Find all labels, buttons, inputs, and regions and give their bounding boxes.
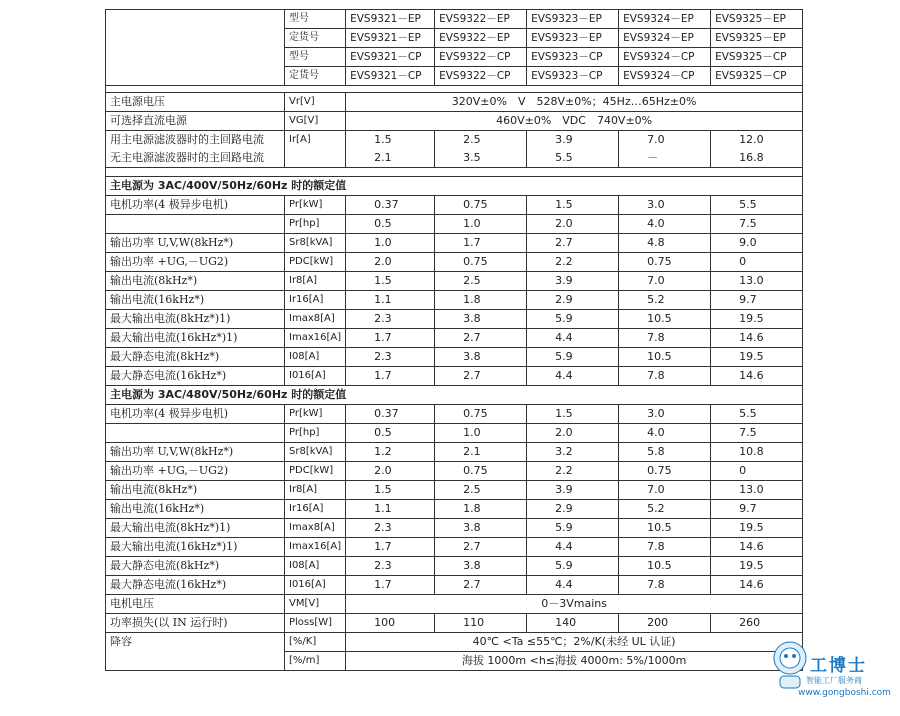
data-row bbox=[106, 253, 803, 272]
data-row bbox=[106, 348, 803, 367]
value-cell: － bbox=[619, 149, 711, 168]
row-label: 最大静态电流(16kHz*) bbox=[106, 576, 285, 595]
value-cell: 5.2 bbox=[619, 500, 711, 519]
value-cell: 1.8 bbox=[435, 291, 527, 310]
value-cell: 5.8 bbox=[619, 443, 711, 462]
value-cell: 4.0 bbox=[619, 424, 711, 443]
symbol-cell: [%/K] bbox=[285, 633, 346, 652]
value-cell: 14.6 bbox=[711, 538, 803, 557]
mains-row bbox=[106, 112, 803, 131]
mains-current-label: 用主电源滤波器时的主回路电流 bbox=[106, 131, 285, 150]
model-number-cell: EVS9323－EP bbox=[527, 29, 619, 48]
mains-voltage-label: 主电源电压 bbox=[106, 93, 285, 112]
symbol-cell: Pr[kW] bbox=[285, 405, 346, 424]
symbol-cell: Vr[V] bbox=[285, 93, 346, 112]
value-cell: 7.0 bbox=[619, 131, 711, 150]
model-number-cell: EVS9323－EP bbox=[527, 10, 619, 29]
value-cell: 7.0 bbox=[619, 481, 711, 500]
row-label: 最大输出电流(16kHz*)1) bbox=[106, 538, 285, 557]
data-row bbox=[106, 215, 803, 234]
model-number-cell: EVS9321－CP bbox=[346, 67, 435, 86]
watermark-tagline: 智能工厂服务商 bbox=[806, 676, 862, 685]
value-cell: 0.75 bbox=[619, 253, 711, 272]
model-number-cell: EVS9323－CP bbox=[527, 67, 619, 86]
value-cell: 0.37 bbox=[346, 405, 435, 424]
value-cell: 19.5 bbox=[711, 310, 803, 329]
value-cell: 2.3 bbox=[346, 557, 435, 576]
header-row bbox=[106, 10, 803, 29]
value-cell: 1.5 bbox=[527, 196, 619, 215]
header-label: 型号 bbox=[285, 10, 346, 29]
symbol-cell: Imax8[A] bbox=[285, 310, 346, 329]
value-cell: 0.5 bbox=[346, 215, 435, 234]
value-cell: 260 bbox=[711, 614, 803, 633]
data-row bbox=[106, 367, 803, 386]
derating-label: 降容 bbox=[106, 633, 285, 671]
value-cell: 5.9 bbox=[527, 310, 619, 329]
row-label: 最大输出电流(8kHz*)1) bbox=[106, 519, 285, 538]
row-label bbox=[106, 215, 285, 234]
value-cell: 9.0 bbox=[711, 234, 803, 253]
data-row bbox=[106, 329, 803, 348]
row-label: 电机功率(4 极异步电机) bbox=[106, 405, 285, 424]
value-cell: 12.0 bbox=[711, 131, 803, 150]
value-cell: 7.8 bbox=[619, 576, 711, 595]
data-row bbox=[106, 519, 803, 538]
value-cell: 3.5 bbox=[435, 149, 527, 168]
row-label: 最大输出电流(16kHz*)1) bbox=[106, 329, 285, 348]
symbol-cell: VG[V] bbox=[285, 112, 346, 131]
model-number-cell: EVS9325－CP bbox=[711, 48, 803, 67]
data-row bbox=[106, 234, 803, 253]
value-cell: 13.0 bbox=[711, 481, 803, 500]
value-cell: 2.5 bbox=[435, 481, 527, 500]
mains-row bbox=[106, 93, 803, 112]
value-cell: 4.4 bbox=[527, 538, 619, 557]
data-row bbox=[106, 538, 803, 557]
value-cell: 2.0 bbox=[527, 424, 619, 443]
value-cell: 0.75 bbox=[435, 253, 527, 272]
row-label: 输出功率 U,V,W(8kHz*) bbox=[106, 234, 285, 253]
symbol-cell: I016[A] bbox=[285, 367, 346, 386]
value-cell: 0.75 bbox=[435, 405, 527, 424]
value-cell: 5.5 bbox=[527, 149, 619, 168]
value-cell: 13.0 bbox=[711, 272, 803, 291]
symbol-cell: Ploss[W] bbox=[285, 614, 346, 633]
spacer-row bbox=[106, 168, 803, 177]
value-cell: 0 bbox=[711, 253, 803, 272]
value-cell: 19.5 bbox=[711, 519, 803, 538]
value-cell: 7.8 bbox=[619, 329, 711, 348]
derating-value: 海拔 1000m <h≤海拔 4000m: 5%/1000m bbox=[346, 652, 803, 671]
value-cell: 2.7 bbox=[435, 538, 527, 557]
section-title-row bbox=[106, 386, 803, 405]
derating-value: 40℃ <Ta ≤55℃；2%/K(未经 UL 认证) bbox=[346, 633, 803, 652]
value-cell: 14.6 bbox=[711, 367, 803, 386]
model-number-cell: EVS9322－CP bbox=[435, 67, 527, 86]
data-row bbox=[106, 500, 803, 519]
value-cell: 7.8 bbox=[619, 367, 711, 386]
row-label: 最大静态电流(16kHz*) bbox=[106, 367, 285, 386]
symbol-cell: Ir8[A] bbox=[285, 481, 346, 500]
power-loss-row bbox=[106, 614, 803, 633]
symbol-cell: Imax16[A] bbox=[285, 329, 346, 348]
value-cell: 0.75 bbox=[435, 462, 527, 481]
value-cell: 14.6 bbox=[711, 576, 803, 595]
spacer-row bbox=[106, 86, 803, 93]
symbol-cell: Ir8[A] bbox=[285, 272, 346, 291]
mains-current-label: 无主电源滤波器时的主回路电流 bbox=[106, 149, 285, 168]
data-row bbox=[106, 576, 803, 595]
row-label: 输出功率 +UG,－UG2) bbox=[106, 462, 285, 481]
dc-supply-label: 可选择直流电源 bbox=[106, 112, 285, 131]
value-cell: 1.5 bbox=[346, 272, 435, 291]
model-number-cell: EVS9321－CP bbox=[346, 48, 435, 67]
model-number-cell: EVS9324－CP bbox=[619, 48, 711, 67]
row-label: 输出电流(8kHz*) bbox=[106, 272, 285, 291]
value-cell: 110 bbox=[435, 614, 527, 633]
value-cell: 2.5 bbox=[435, 272, 527, 291]
symbol-cell: Sr8[kVA] bbox=[285, 443, 346, 462]
value-cell: 2.1 bbox=[346, 149, 435, 168]
value-cell: 200 bbox=[619, 614, 711, 633]
data-row bbox=[106, 310, 803, 329]
value-cell: 2.3 bbox=[346, 519, 435, 538]
data-row bbox=[106, 462, 803, 481]
value-cell: 7.0 bbox=[619, 272, 711, 291]
row-label: 输出电流(16kHz*) bbox=[106, 291, 285, 310]
model-number-cell: EVS9324－EP bbox=[619, 29, 711, 48]
value-cell: 3.9 bbox=[527, 131, 619, 150]
data-row bbox=[106, 443, 803, 462]
header-label: 定货号 bbox=[285, 67, 346, 86]
header-label: 定货号 bbox=[285, 29, 346, 48]
value-cell: 7.8 bbox=[619, 538, 711, 557]
symbol-cell: Imax16[A] bbox=[285, 538, 346, 557]
watermark-url: www.gongboshi.com bbox=[798, 688, 891, 698]
section-480v-title: 主电源为 3AC/480V/50Hz/60Hz 时的额定值 bbox=[106, 386, 803, 405]
value-cell: 1.7 bbox=[435, 234, 527, 253]
value-cell: 1.0 bbox=[346, 234, 435, 253]
value-cell: 9.7 bbox=[711, 500, 803, 519]
symbol-cell: Ir16[A] bbox=[285, 291, 346, 310]
section-400v-title: 主电源为 3AC/400V/50Hz/60Hz 时的额定值 bbox=[106, 177, 803, 196]
value-cell: 3.8 bbox=[435, 310, 527, 329]
value-cell: 2.3 bbox=[346, 310, 435, 329]
symbol-cell: [%/m] bbox=[285, 652, 346, 671]
value-cell: 0.75 bbox=[619, 462, 711, 481]
value-cell: 1.5 bbox=[346, 131, 435, 150]
value-cell: 2.7 bbox=[527, 234, 619, 253]
value-cell: 3.0 bbox=[619, 405, 711, 424]
value-cell: 100 bbox=[346, 614, 435, 633]
value-cell: 2.3 bbox=[346, 348, 435, 367]
value-cell: 2.0 bbox=[527, 215, 619, 234]
spacer-cell bbox=[106, 86, 803, 93]
spacer-cell bbox=[106, 168, 803, 177]
row-label: 输出功率 U,V,W(8kHz*) bbox=[106, 443, 285, 462]
value-cell: 7.5 bbox=[711, 215, 803, 234]
motor-voltage-row bbox=[106, 595, 803, 614]
symbol-cell bbox=[285, 149, 346, 168]
value-cell: 5.9 bbox=[527, 348, 619, 367]
motor-voltage-value: 0－3Vmains bbox=[346, 595, 803, 614]
value-cell: 3.8 bbox=[435, 348, 527, 367]
symbol-cell: Ir[A] bbox=[285, 131, 346, 150]
value-cell: 0 bbox=[711, 462, 803, 481]
value-cell: 4.4 bbox=[527, 367, 619, 386]
symbol-cell: VM[V] bbox=[285, 595, 346, 614]
section-title-row bbox=[106, 177, 803, 196]
value-cell: 4.4 bbox=[527, 576, 619, 595]
value-cell: 5.2 bbox=[619, 291, 711, 310]
data-row bbox=[106, 291, 803, 310]
motor-voltage-label: 电机电压 bbox=[106, 595, 285, 614]
row-label: 输出电流(16kHz*) bbox=[106, 500, 285, 519]
model-number-cell: EVS9324－EP bbox=[619, 10, 711, 29]
data-row bbox=[106, 196, 803, 215]
model-number-cell: EVS9323－CP bbox=[527, 48, 619, 67]
value-cell: 3.9 bbox=[527, 272, 619, 291]
spec-table bbox=[105, 9, 803, 671]
value-cell: 5.5 bbox=[711, 405, 803, 424]
row-label: 输出电流(8kHz*) bbox=[106, 481, 285, 500]
value-cell: 1.0 bbox=[435, 424, 527, 443]
symbol-cell: I08[A] bbox=[285, 348, 346, 367]
data-row bbox=[106, 272, 803, 291]
value-cell: 1.5 bbox=[346, 481, 435, 500]
mains-current-row bbox=[106, 131, 803, 150]
model-number-cell: EVS9322－EP bbox=[435, 10, 527, 29]
value-cell: 5.9 bbox=[527, 557, 619, 576]
data-row bbox=[106, 405, 803, 424]
model-number-cell: EVS9322－EP bbox=[435, 29, 527, 48]
value-cell: 2.7 bbox=[435, 329, 527, 348]
value-cell: 14.6 bbox=[711, 329, 803, 348]
value-cell: 3.9 bbox=[527, 481, 619, 500]
value-cell: 0.5 bbox=[346, 424, 435, 443]
value-cell: 2.7 bbox=[435, 576, 527, 595]
model-number-cell: EVS9324－CP bbox=[619, 67, 711, 86]
value-cell: 19.5 bbox=[711, 557, 803, 576]
value-cell: 4.0 bbox=[619, 215, 711, 234]
mains-value-cell: 320V±0% V 528V±0%；45Hz…65Hz±0% bbox=[346, 93, 803, 112]
value-cell: 10.5 bbox=[619, 557, 711, 576]
mains-current-row bbox=[106, 149, 803, 168]
header-label: 型号 bbox=[285, 48, 346, 67]
symbol-cell: PDC[kW] bbox=[285, 462, 346, 481]
value-cell: 2.5 bbox=[435, 131, 527, 150]
value-cell: 4.8 bbox=[619, 234, 711, 253]
row-label: 电机功率(4 极异步电机) bbox=[106, 196, 285, 215]
value-cell: 2.0 bbox=[346, 462, 435, 481]
row-label: 最大静态电流(8kHz*) bbox=[106, 557, 285, 576]
symbol-cell: Pr[hp] bbox=[285, 424, 346, 443]
row-label bbox=[106, 424, 285, 443]
value-cell: 1.0 bbox=[435, 215, 527, 234]
value-cell: 140 bbox=[527, 614, 619, 633]
row-label: 最大输出电流(8kHz*)1) bbox=[106, 310, 285, 329]
value-cell: 3.2 bbox=[527, 443, 619, 462]
symbol-cell: Ir16[A] bbox=[285, 500, 346, 519]
watermark-brand: 工博士 bbox=[810, 656, 867, 676]
data-row bbox=[106, 424, 803, 443]
symbol-cell: Imax8[A] bbox=[285, 519, 346, 538]
value-cell: 2.2 bbox=[527, 253, 619, 272]
model-number-cell: EVS9321－EP bbox=[346, 29, 435, 48]
value-cell: 10.5 bbox=[619, 348, 711, 367]
value-cell: 10.8 bbox=[711, 443, 803, 462]
row-label: 最大静态电流(8kHz*) bbox=[106, 348, 285, 367]
row-label: 输出功率 +UG,－UG2) bbox=[106, 253, 285, 272]
value-cell: 10.5 bbox=[619, 310, 711, 329]
value-cell: 7.5 bbox=[711, 424, 803, 443]
value-cell: 1.7 bbox=[346, 367, 435, 386]
data-row bbox=[106, 557, 803, 576]
value-cell: 3.8 bbox=[435, 557, 527, 576]
value-cell: 1.7 bbox=[346, 329, 435, 348]
symbol-cell: Sr8[kVA] bbox=[285, 234, 346, 253]
value-cell: 2.0 bbox=[346, 253, 435, 272]
value-cell: 0.37 bbox=[346, 196, 435, 215]
value-cell: 2.1 bbox=[435, 443, 527, 462]
value-cell: 1.7 bbox=[346, 576, 435, 595]
header-blank-cell bbox=[106, 10, 285, 86]
value-cell: 1.7 bbox=[346, 538, 435, 557]
value-cell: 5.9 bbox=[527, 519, 619, 538]
value-cell: 1.8 bbox=[435, 500, 527, 519]
symbol-cell: I08[A] bbox=[285, 557, 346, 576]
value-cell: 0.75 bbox=[435, 196, 527, 215]
model-number-cell: EVS9325－EP bbox=[711, 29, 803, 48]
symbol-cell: Pr[hp] bbox=[285, 215, 346, 234]
value-cell: 16.8 bbox=[711, 149, 803, 168]
symbol-cell: PDC[kW] bbox=[285, 253, 346, 272]
value-cell: 5.5 bbox=[711, 196, 803, 215]
data-row bbox=[106, 481, 803, 500]
value-cell: 3.8 bbox=[435, 519, 527, 538]
value-cell: 3.0 bbox=[619, 196, 711, 215]
model-number-cell: EVS9321－EP bbox=[346, 10, 435, 29]
value-cell: 1.2 bbox=[346, 443, 435, 462]
value-cell: 9.7 bbox=[711, 291, 803, 310]
value-cell: 19.5 bbox=[711, 348, 803, 367]
model-number-cell: EVS9325－CP bbox=[711, 67, 803, 86]
mains-value-cell: 460V±0% VDC 740V±0% bbox=[346, 112, 803, 131]
value-cell: 10.5 bbox=[619, 519, 711, 538]
value-cell: 2.2 bbox=[527, 462, 619, 481]
value-cell: 2.9 bbox=[527, 291, 619, 310]
value-cell: 4.4 bbox=[527, 329, 619, 348]
value-cell: 1.1 bbox=[346, 291, 435, 310]
derating-row bbox=[106, 633, 803, 652]
model-number-cell: EVS9322－CP bbox=[435, 48, 527, 67]
symbol-cell: I016[A] bbox=[285, 576, 346, 595]
value-cell: 1.5 bbox=[527, 405, 619, 424]
value-cell: 1.1 bbox=[346, 500, 435, 519]
value-cell: 2.9 bbox=[527, 500, 619, 519]
symbol-cell: Pr[kW] bbox=[285, 196, 346, 215]
value-cell: 2.7 bbox=[435, 367, 527, 386]
power-loss-label: 功率损失(以 IN 运行时) bbox=[106, 614, 285, 633]
model-number-cell: EVS9325－EP bbox=[711, 10, 803, 29]
